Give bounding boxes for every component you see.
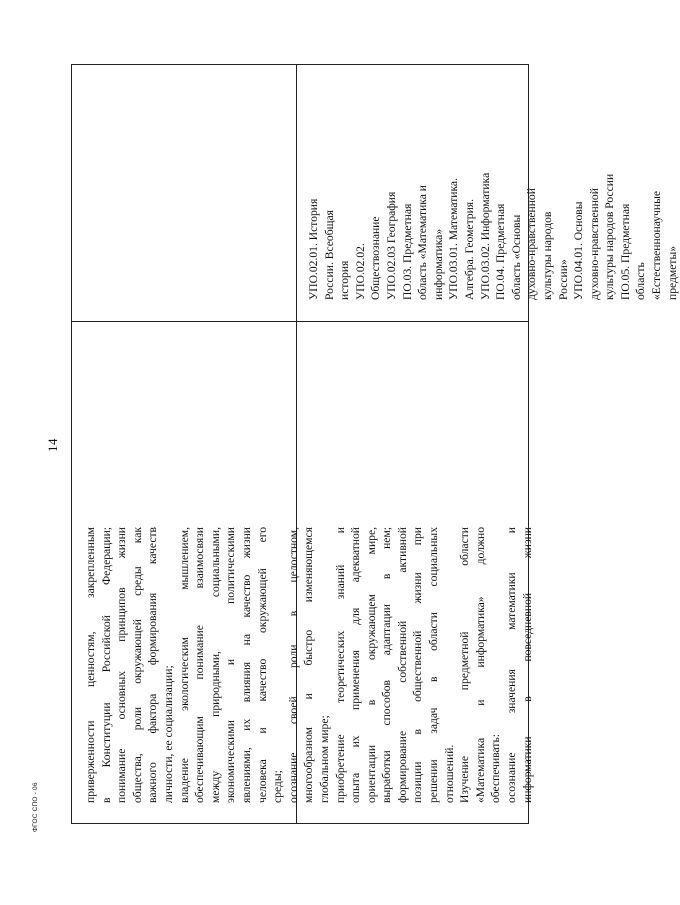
table-border-top — [71, 64, 529, 65]
table-row-divider — [71, 321, 529, 322]
text-line: предметы» — [665, 245, 679, 300]
text-line: экономическими и политическими — [224, 527, 238, 803]
left-cell-text — [83, 527, 535, 803]
text-line: опыта их применения для адекватной — [349, 527, 363, 803]
text-line: приобретение теоретических знаний и — [333, 527, 347, 803]
table-border-bottom — [71, 823, 529, 824]
text-line: ПО.03. Предметная — [400, 203, 414, 300]
text-line: личности, ее социализации; — [161, 665, 175, 803]
text-line: общества, роли окружающей среды как — [130, 527, 144, 803]
text-line: Алгебра. Геометрия. — [462, 198, 476, 300]
text-line: решении задач в области социальных — [427, 527, 441, 803]
text-line: область — [634, 262, 648, 300]
text-line: Обществознание — [369, 216, 383, 300]
text-line: позиции в общественной жизни при — [411, 527, 425, 803]
text-line: обеспечивать: — [489, 734, 503, 803]
text-line: «Естественнонаучные — [650, 190, 664, 300]
text-line: многообразном и быстро изменяющемся — [302, 527, 316, 803]
text-line: УПО.02.02. — [353, 243, 367, 300]
text-line: глобальном мире; — [317, 715, 331, 803]
text-line: история — [338, 260, 352, 300]
text-line: выработки способов адаптации в нем; — [380, 527, 394, 803]
text-line: УПО.03.01. Математика. — [447, 178, 461, 300]
text-line: область «Основы — [509, 214, 523, 300]
text-line: человека и качество окружающей его — [255, 527, 269, 803]
text-line: информатики в повседневной жизни — [520, 527, 534, 803]
text-line: формирование собственной активной — [395, 527, 409, 803]
text-line: духовно-нравственной — [587, 188, 601, 300]
text-line: между природными, социальными, — [208, 527, 222, 803]
text-line: осознание своей роли в целостном, — [286, 527, 300, 803]
text-line: культуры народов — [540, 211, 554, 300]
right-cell-text — [306, 150, 680, 300]
text-line: обеспечивающим понимание взаимосвязи — [193, 527, 207, 803]
text-line: УПО.04.01. Основы — [572, 201, 586, 300]
text-line: область «Математика и — [416, 185, 430, 300]
text-line: духовно-нравственной — [525, 188, 539, 300]
table-border-left — [71, 64, 72, 824]
text-line: среды; — [271, 770, 285, 803]
text-line: России» — [556, 259, 570, 300]
text-line: ПО.04. Предметная — [494, 203, 508, 300]
text-line: «Математика и информатика» должно — [473, 527, 487, 803]
text-line: в Конституции Российской Федерации; — [99, 527, 113, 803]
text-line: Изучение предметной области — [458, 527, 472, 803]
footer-code: ФГОС СПО - 06 — [32, 782, 39, 832]
text-line: понимание основных принципов жизни — [115, 527, 129, 803]
text-line: владение экологическим мышлением, — [177, 527, 191, 803]
text-line: приверженности ценностям, закрепленным — [84, 527, 97, 803]
text-line: явлениями, их влияния на качество жизни — [239, 527, 253, 803]
text-line: важного фактора формирования качеств — [146, 527, 160, 803]
page-number: 14 — [45, 438, 60, 452]
text-line: ориентации в окружающем мире, — [364, 527, 378, 803]
text-line: УПО.02.03 География — [384, 191, 398, 300]
text-line: УПО.03.02. Информатика — [478, 172, 492, 300]
text-line: России. Всеобщая — [322, 209, 336, 300]
text-line: информатика» — [431, 228, 445, 300]
text-line: отношений. — [442, 744, 456, 803]
text-line: УПО.02.01. История — [307, 198, 320, 300]
text-line: ПО.05. Предметная — [618, 203, 632, 300]
text-line: культуры народов России — [603, 173, 617, 300]
text-line: осознание значения математики и — [505, 527, 519, 803]
